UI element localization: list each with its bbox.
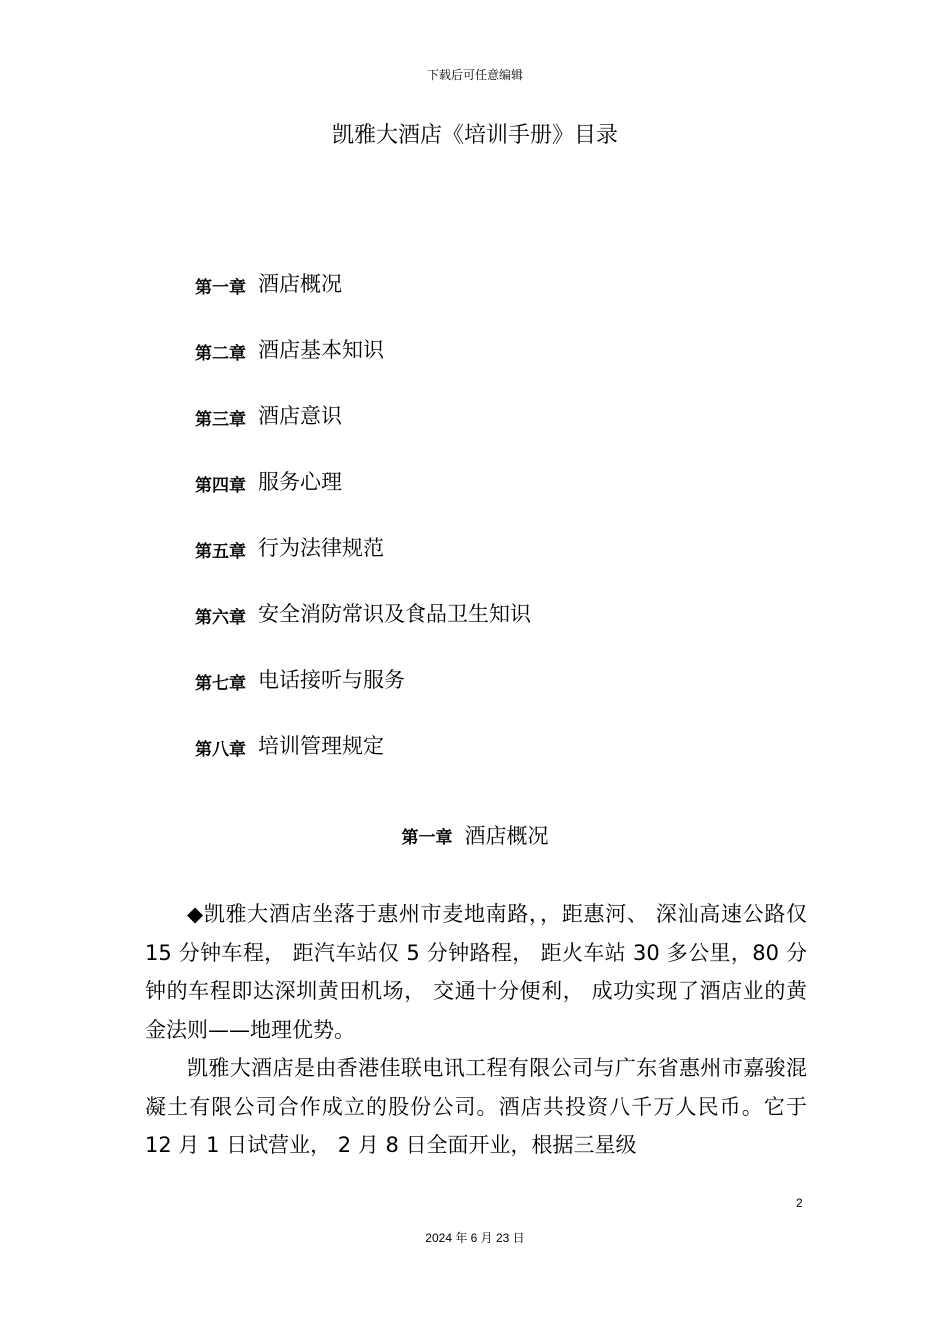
toc-item: [195, 334, 815, 400]
toc-chapter-title: 酒店基本知识: [258, 338, 384, 362]
toc-chapter-title: 行为法律规范: [258, 536, 384, 560]
header-note: 下载后可任意编辑: [426, 68, 523, 82]
section-chapter-title: 酒店概况: [464, 824, 549, 848]
footer-date: 2024 年 6 月 23 日: [425, 1231, 525, 1245]
toc-item: [195, 730, 815, 796]
toc-item: [195, 532, 815, 598]
document-title: 凯雅大酒店《培训手册》目录: [331, 123, 618, 148]
toc-item: [195, 268, 815, 334]
toc-chapter-number: 第二章: [195, 344, 246, 364]
toc-item: [195, 598, 815, 664]
section-body: [145, 895, 807, 1165]
toc-chapter-title: 安全消防常识及食品卫生知识: [258, 602, 531, 626]
toc-chapter-title: 酒店意识: [258, 404, 342, 428]
toc-item: [195, 400, 815, 466]
toc-chapter-number: 第七章: [195, 674, 246, 694]
body-paragraph: 凯雅大酒店是由香港佳联电讯工程有限公司与广东省惠州市嘉骏混凝土有限公司合作成立的股份公司。酒店共投资八千万人民币。它于 12 月 1 日试营业， 2 月 8 日全面开业，根据三星级: [145, 1056, 807, 1157]
toc-chapter-title: 服务心理: [258, 470, 342, 494]
toc-chapter-number: 第五章: [195, 542, 246, 562]
toc-chapter-number: 第八章: [195, 740, 246, 760]
table-of-contents: [195, 268, 815, 796]
section-chapter-number: 第一章: [401, 828, 453, 848]
body-paragraph: ◆凯雅大酒店坐落于惠州市麦地南路，，距惠河、 深汕高速公路仅 15 分钟车程， 距汽车站仅 5 分钟路程， 距火车站 30 多公里，80 分钟的车程即达深圳黄田机场， 交通十分便利， 成功实现了酒店业的黄金法则——地理优势。: [145, 902, 807, 1042]
toc-item: [195, 466, 815, 532]
toc-chapter-title: 培训管理规定: [258, 734, 384, 758]
toc-chapter-number: 第一章: [195, 278, 246, 298]
toc-chapter-title: 电话接听与服务: [258, 668, 405, 692]
toc-chapter-title: 酒店概况: [258, 272, 342, 296]
toc-item: [195, 664, 815, 730]
toc-chapter-number: 第三章: [195, 410, 246, 430]
toc-chapter-number: 第四章: [195, 476, 246, 496]
page-number: 2: [796, 1196, 803, 1210]
toc-chapter-number: 第六章: [195, 608, 246, 628]
section-heading: [0, 820, 950, 850]
